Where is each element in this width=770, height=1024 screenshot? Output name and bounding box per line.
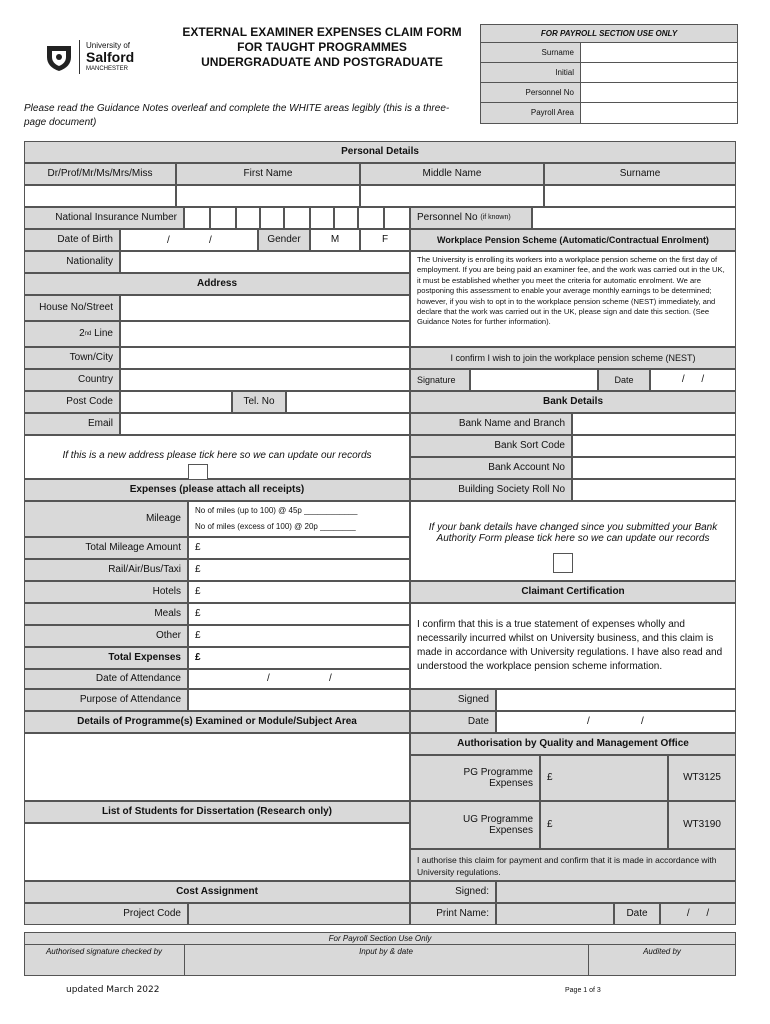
dob-input[interactable]	[120, 229, 258, 251]
gender-label: Gender	[258, 229, 310, 251]
personnel-no-text: Personnel No	[417, 212, 478, 224]
expense-label-other: Other	[24, 625, 188, 647]
personal-details-header: Personal Details	[24, 141, 736, 163]
title-line-3: UNDERGRADUATE AND POSTGRADUATE	[201, 55, 443, 69]
pension-header: Workplace Pension Scheme (Automatic/Contractual Enrolment)	[410, 229, 736, 251]
attendance-slash-1: /	[267, 673, 270, 684]
title-col-label: Dr/Prof/Mr/Ms/Mrs/Miss	[24, 163, 176, 185]
logo-line2: Salford	[86, 49, 135, 65]
address-header: Address	[24, 273, 410, 295]
ni-box-8[interactable]	[358, 207, 384, 229]
mileage-input[interactable]	[188, 501, 410, 537]
first-name-input[interactable]	[176, 185, 360, 207]
authorisation-statement: I authorise this claim for payment and confirm that it is made in accordance with University regulations.	[410, 849, 736, 881]
house-label: House No/Street	[24, 295, 120, 321]
ni-box-3[interactable]	[236, 207, 260, 229]
ni-box-5[interactable]	[284, 207, 310, 229]
form-title	[168, 25, 476, 70]
pg-expenses-value[interactable]: £	[540, 755, 668, 801]
instructions: Please read the Guidance Notes overleaf and complete the WHITE areas legibly (this is a three-page document)	[24, 103, 450, 128]
personnel-no-label	[410, 207, 532, 229]
postcode-input[interactable]	[120, 391, 232, 413]
university-logo	[44, 40, 144, 76]
purpose-input[interactable]	[188, 689, 410, 711]
line2-rest: Line	[91, 328, 113, 340]
payroll-initial-field[interactable]	[581, 63, 737, 83]
country-input[interactable]	[120, 369, 410, 391]
payroll-area-field[interactable]	[581, 103, 737, 123]
cert-date-slash-2: /	[641, 716, 644, 727]
ni-box-2[interactable]	[210, 207, 236, 229]
cert-date-input[interactable]	[496, 711, 736, 733]
pg-code: WT3125	[668, 755, 736, 801]
payroll-footer-col-1: Authorised signature checked by	[45, 947, 163, 957]
line2-num: 2	[79, 328, 85, 340]
nationality-label: Nationality	[24, 251, 120, 273]
pension-signature-label: Signature	[410, 369, 470, 391]
authorisation-header: Authorisation by Quality and Management Office	[410, 733, 736, 755]
payroll-surname-field[interactable]	[581, 43, 737, 63]
nationality-input[interactable]	[120, 251, 410, 273]
logo-line3: MANCHESTER	[86, 66, 129, 72]
title-line-1: EXTERNAL EXAMINER EXPENSES CLAIM FORM	[182, 25, 462, 39]
certification-header: Claimant Certification	[410, 581, 736, 603]
sort-code-input[interactable]	[572, 435, 736, 457]
bank-name-input[interactable]	[572, 413, 736, 435]
postcode-label: Post Code	[24, 391, 120, 413]
print-name-label: Print Name:	[410, 903, 496, 925]
tel-input[interactable]	[286, 391, 410, 413]
pension-date-label: Date	[598, 369, 650, 391]
print-name-input[interactable]	[496, 903, 614, 925]
cost-header: Cost Assignment	[24, 881, 410, 903]
expense-input-other[interactable]: £	[188, 625, 410, 647]
first-name-col-label: First Name	[176, 163, 360, 185]
house-input[interactable]	[120, 295, 410, 321]
payroll-footer-title: For Payroll Section Use Only	[328, 934, 432, 944]
title-input[interactable]	[24, 185, 176, 207]
ug-code: WT3190	[668, 801, 736, 849]
expense-input-total-mileage[interactable]: £	[188, 537, 410, 559]
payroll-surname-label: Surname	[481, 43, 581, 63]
attendance-date-label: Date of Attendance	[24, 669, 188, 689]
payroll-area-label: Payroll Area	[481, 103, 581, 123]
cert-signed-label: Signed	[410, 689, 496, 711]
updated-note: updated March 2022	[66, 985, 160, 995]
bank-name-label: Bank Name and Branch	[410, 413, 572, 435]
sort-code-label: Bank Sort Code	[410, 435, 572, 457]
expense-input-total[interactable]: £	[188, 647, 410, 669]
ni-box-9[interactable]	[384, 207, 410, 229]
payroll-footer-col-3: Audited by	[643, 947, 681, 957]
personnel-no-input[interactable]	[532, 207, 736, 229]
dob-slash-1: /	[167, 235, 170, 246]
mileage-label: Mileage	[24, 501, 188, 537]
gender-m[interactable]: M	[310, 229, 360, 251]
ug-expenses-value[interactable]: £	[540, 801, 668, 849]
expense-input-hotels[interactable]: £	[188, 581, 410, 603]
purpose-label: Purpose of Attendance	[24, 689, 188, 711]
payroll-box-title: FOR PAYROLL SECTION USE ONLY	[481, 25, 737, 43]
pension-text: The University is enrolling its workers into a workplace pension scheme on the first day of employment. If you are being paid an examiner fee, and the work was carried out in the UK, it must be established whether you meet the criteria for automatic enrolment. We are postponing this assessment to enable your average monthly earnings to be determined; however, if you wish to opt in to the workplace pension scheme (NEST) immediately, and declare that the work was carried out in the UK, please sign and date this section. (See Guidance Notes for further information).	[410, 251, 736, 347]
pg-expenses-label: PG Programme Expenses	[410, 755, 540, 801]
payroll-personnel-label: Personnel No	[481, 83, 581, 103]
country-label: Country	[24, 369, 120, 391]
email-input[interactable]	[120, 413, 410, 435]
expense-label-travel: Rail/Air/Bus/Taxi	[24, 559, 188, 581]
middle-name-col-label: Middle Name	[360, 163, 544, 185]
bank-change-note: If your bank details have changed since you submitted your Bank Authority Form please tick here so we can update our records	[428, 521, 718, 544]
ni-box-4[interactable]	[260, 207, 284, 229]
expense-label-total: Total Expenses	[24, 647, 188, 669]
roll-no-label: Building Society Roll No	[410, 479, 572, 501]
expenses-header: Expenses (please attach all receipts)	[24, 479, 410, 501]
dob-label: Date of Birth	[24, 229, 120, 251]
programme-input[interactable]	[24, 733, 410, 801]
cert-date-slash-1: /	[587, 716, 590, 727]
line2-input[interactable]	[120, 321, 410, 347]
gender-f[interactable]: F	[360, 229, 410, 251]
expense-label-total-mileage: Total Mileage Amount	[24, 537, 188, 559]
middle-name-input[interactable]	[360, 185, 544, 207]
bank-header: Bank Details	[410, 391, 736, 413]
auth-date-input[interactable]: / /	[660, 903, 736, 925]
ni-label: National Insurance Number	[24, 207, 184, 229]
dob-slash-2: /	[209, 235, 212, 246]
auth-signed-input[interactable]	[496, 881, 736, 903]
logo-line1: University of	[86, 41, 131, 50]
attendance-slash-2: /	[329, 673, 332, 684]
payroll-initial-label: Initial	[481, 63, 581, 83]
payroll-footer-col-2: Input by & date	[359, 947, 413, 957]
expense-label-hotels: Hotels	[24, 581, 188, 603]
surname-col-label: Surname	[544, 163, 736, 185]
title-line-2: FOR TAUGHT PROGRAMMES	[237, 40, 407, 54]
surname-input[interactable]	[544, 185, 736, 207]
new-address-note: If this is a new address please tick here so we can update our records	[62, 450, 372, 462]
pension-signature-input[interactable]	[470, 369, 598, 391]
page-number: Page 1 of 3	[565, 987, 601, 994]
ni-box-7[interactable]	[334, 207, 358, 229]
expense-input-meals[interactable]: £	[188, 603, 410, 625]
programme-header: Details of Programme(s) Examined or Module/Subject Area	[24, 711, 410, 733]
auth-signed-label: Signed:	[410, 881, 496, 903]
town-label: Town/City	[24, 347, 120, 369]
students-input[interactable]	[24, 823, 410, 881]
expense-input-travel[interactable]: £	[188, 559, 410, 581]
pension-confirm: I confirm I wish to join the workplace pension scheme (NEST)	[410, 347, 736, 369]
account-no-input[interactable]	[572, 457, 736, 479]
students-header: List of Students for Dissertation (Research only)	[24, 801, 410, 823]
cert-date-label: Date	[410, 711, 496, 733]
ni-box-1[interactable]	[184, 207, 210, 229]
project-code-input[interactable]	[188, 903, 410, 925]
roll-no-input[interactable]	[572, 479, 736, 501]
ug-expenses-label: UG Programme Expenses	[410, 801, 540, 849]
pension-date-input[interactable]: / /	[650, 369, 736, 391]
project-code-label: Project Code	[24, 903, 188, 925]
payroll-personnel-field[interactable]	[581, 83, 737, 103]
account-no-label: Bank Account No	[410, 457, 572, 479]
town-input[interactable]	[120, 347, 410, 369]
crest-icon	[44, 42, 74, 72]
line2-sup: nd	[84, 330, 92, 337]
mileage-line-2: No of miles (excess of 100) @ 20p ________	[195, 522, 356, 531]
payroll-box	[480, 24, 738, 124]
bank-change-checkbox[interactable]	[553, 553, 573, 573]
certification-text: I confirm that this is a true statement of expenses wholly and necessarily incurred whilst on University business, and this claim is made in accordance with University regulations. I have also read and understood the workplace pension scheme information.	[410, 603, 736, 689]
email-label: Email	[24, 413, 120, 435]
line2-label	[24, 321, 120, 347]
cert-signed-input[interactable]	[496, 689, 736, 711]
personnel-no-note: (if known)	[480, 213, 511, 221]
tel-label: Tel. No	[232, 391, 286, 413]
auth-date-label: Date	[614, 903, 660, 925]
attendance-date-input[interactable]	[188, 669, 410, 689]
mileage-line-1: No of miles (up to 100) @ 45p ____________	[195, 506, 358, 515]
ni-box-6[interactable]	[310, 207, 334, 229]
expense-label-meals: Meals	[24, 603, 188, 625]
